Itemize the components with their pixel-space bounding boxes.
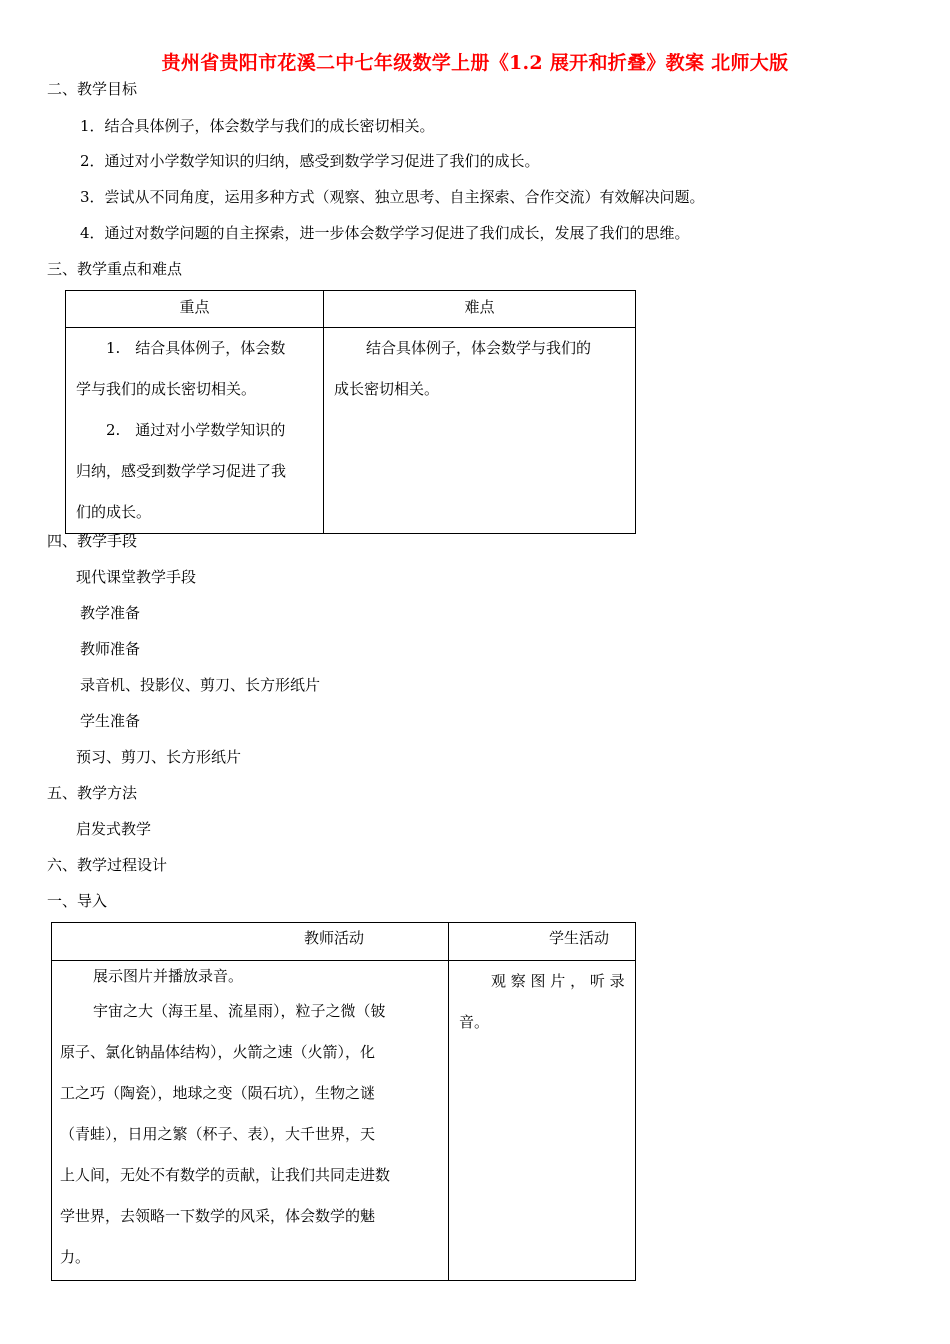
student-activity-line: 音。 (459, 1013, 490, 1031)
difficulties-cell (324, 328, 636, 534)
teacher-activity-line: 宇宙之大（海王星、流星雨），粒子之微（铍 (93, 1002, 386, 1020)
section-heading-key-points: 三、教学重点和难点 (47, 260, 183, 278)
teacher-activity-line: 工之巧（陶瓷），地球之变（陨石坑），生物之谜 (60, 1084, 376, 1102)
means-line: 预习、剪刀、长方形纸片 (76, 748, 242, 766)
key-point-line: 们的成长。 (76, 503, 152, 521)
document-title: 贵州省贵阳市花溪二中七年级数学上册《1.2 展开和折叠》教案 北师大版 (161, 52, 789, 74)
key-point-line: 1. 结合具体例子，体会数 (106, 339, 286, 357)
teacher-activity-cell (52, 961, 449, 1281)
methods-line: 启发式教学 (76, 820, 152, 838)
teacher-activity-line: 原子、氯化钠晶体结构），火箭之速（火箭），化 (60, 1043, 376, 1061)
section-heading-means: 四、教学手段 (47, 532, 138, 550)
teacher-activity-header: 教师活动 (52, 923, 449, 961)
section-heading-intro: 一、导入 (47, 892, 108, 910)
difficulties-header: 难点 (324, 291, 636, 328)
difficulty-line: 成长密切相关。 (334, 380, 440, 398)
teacher-activity-line: 力。 (60, 1248, 91, 1266)
teacher-activity-line: 学世界，去领略一下数学的风采，体会数学的魅 (60, 1207, 376, 1225)
student-activity-line: 观 察 图 片 ， 听 录 (491, 972, 625, 990)
key-points-cell (66, 328, 324, 534)
key-points-header: 重点 (66, 291, 324, 328)
section-heading-objectives: 二、教学目标 (47, 80, 138, 98)
objective-item: 1．结合具体例子，体会数学与我们的成长密切相关。 (80, 117, 435, 135)
section-heading-methods: 五、教学方法 (47, 784, 138, 802)
means-line: 学生准备 (80, 712, 141, 730)
objective-item: 3．尝试从不同角度，运用多种方式（观察、独立思考、自主探索、合作交流）有效解决问题。 (80, 188, 705, 206)
intro-table (51, 922, 636, 1281)
means-line: 教学准备 (80, 604, 141, 622)
means-line: 教师准备 (80, 640, 141, 658)
section-heading-process: 六、教学过程设计 (47, 856, 168, 874)
teacher-activity-line: （青蛙），日用之繁（杯子、表），大千世界，天 (60, 1125, 376, 1143)
means-line: 现代课堂教学手段 (76, 568, 197, 586)
means-line: 录音机、投影仪、剪刀、长方形纸片 (80, 676, 321, 694)
objective-item: 4．通过对数学问题的自主探索，进一步体会数学学习促进了我们成长，发展了我们的思维。 (80, 224, 690, 242)
key-points-table (65, 290, 636, 534)
difficulty-line: 结合具体例子，体会数学与我们的 (366, 339, 592, 357)
student-activity-header: 学生活动 (449, 923, 636, 961)
key-point-line: 2. 通过对小学数学知识的 (106, 421, 286, 439)
teacher-activity-line: 上人间，无处不有数学的贡献，让我们共同走进数 (60, 1166, 391, 1184)
objective-item: 2．通过对小学数学知识的归纳，感受到数学学习促进了我们的成长。 (80, 152, 540, 170)
key-point-line: 归纳，感受到数学学习促进了我 (76, 462, 287, 480)
student-activity-cell (449, 961, 636, 1281)
key-point-line: 学与我们的成长密切相关。 (76, 380, 257, 398)
teacher-activity-line: 展示图片并播放录音。 (93, 967, 244, 985)
